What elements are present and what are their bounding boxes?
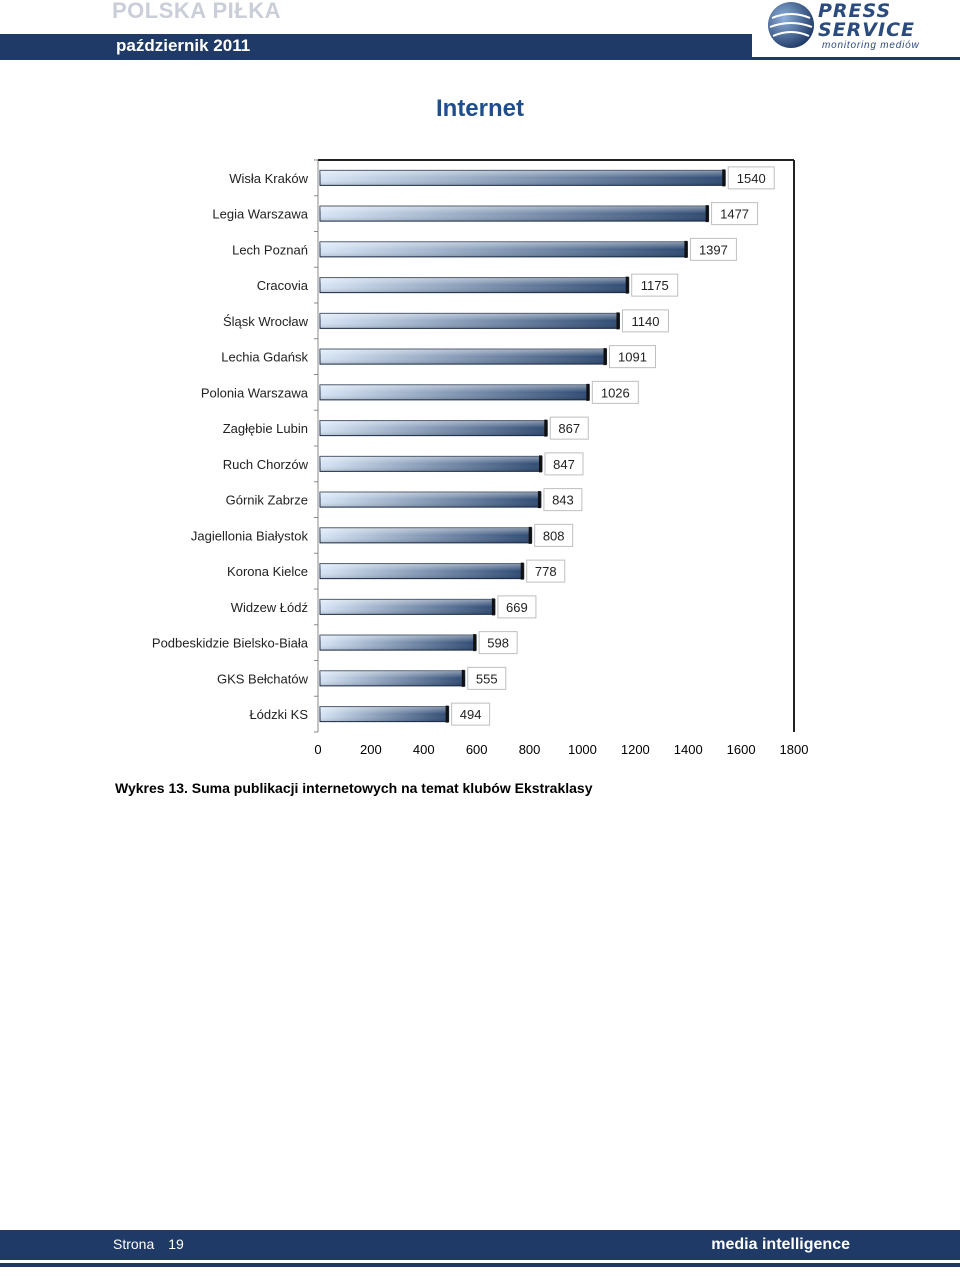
bar-end-cap	[706, 205, 709, 222]
page-number: 19	[168, 1236, 184, 1252]
category-label: Cracovia	[256, 278, 308, 294]
data-label: 1477	[720, 206, 750, 222]
logo-wordmark	[818, 2, 915, 40]
category-label: Łódzki KS	[249, 707, 308, 723]
data-label: 867	[558, 421, 581, 437]
x-tick-label: 1200	[620, 742, 650, 757]
bar-end-cap	[529, 527, 532, 544]
x-tick-label: 1000	[567, 742, 597, 757]
publication-title: POLSKA PIŁKA	[112, 0, 281, 23]
data-label: 1140	[631, 313, 660, 329]
x-tick-label: 800	[518, 742, 541, 757]
category-label: Zagłębie Lubin	[222, 421, 308, 437]
bar-end-cap	[626, 277, 629, 294]
bar-chart	[0, 150, 960, 770]
category-label: Śląsk Wrocław	[222, 313, 308, 329]
data-label: 555	[475, 671, 498, 687]
x-tick-label: 200	[360, 742, 382, 757]
issue-date: październik 2011	[116, 36, 251, 55]
data-label: 1397	[698, 242, 728, 258]
bar-highlight	[320, 278, 629, 293]
data-label: 1026	[600, 385, 630, 401]
category-label: Widzew Łódź	[230, 599, 308, 615]
category-label: Wisła Kraków	[229, 170, 308, 186]
x-tick-label: 1800	[779, 742, 809, 757]
category-label: Polonia Warszawa	[200, 385, 308, 401]
data-label: 843	[552, 492, 574, 508]
globe-icon	[766, 0, 816, 50]
bar-highlight	[320, 421, 547, 436]
bar-end-cap	[446, 706, 449, 723]
bar-end-cap	[616, 312, 619, 329]
bar-highlight	[320, 635, 476, 650]
page-title: Internet	[435, 95, 524, 122]
data-label: 778	[534, 564, 557, 580]
x-tick-label: 1400	[673, 742, 703, 757]
page-label: Strona	[113, 1236, 155, 1252]
bar-highlight	[320, 456, 542, 471]
bar-highlight	[320, 242, 687, 257]
logo-line-1: PRESS	[818, 0, 892, 22]
data-label: 494	[459, 707, 482, 723]
bar-highlight	[320, 599, 495, 614]
bar-highlight	[320, 170, 725, 185]
category-label: Podbeskidzie Bielsko-Biała	[151, 635, 308, 651]
x-tick-label: 1600	[726, 742, 756, 757]
x-tick-label: 600	[465, 742, 488, 757]
bar-highlight	[320, 671, 465, 686]
category-label: Jagiellonia Białystok	[190, 528, 308, 544]
bar-end-cap	[473, 634, 476, 651]
category-label: Górnik Zabrze	[225, 492, 308, 508]
category-label: Korona Kielce	[227, 564, 308, 580]
logo-tagline: monitoring mediów	[822, 40, 920, 51]
bar-highlight	[320, 313, 619, 328]
data-label: 1175	[640, 278, 669, 294]
category-label: Lechia Gdańsk	[221, 349, 308, 365]
bar-highlight	[320, 206, 709, 221]
bar-highlight	[320, 707, 449, 722]
data-label: 1091	[618, 349, 647, 365]
bar-end-cap	[586, 384, 589, 401]
bar-highlight	[320, 385, 589, 400]
bar-highlight	[320, 492, 541, 507]
bar-end-cap	[684, 241, 687, 258]
bar-end-cap	[722, 169, 725, 186]
bar-end-cap	[462, 670, 465, 687]
data-label: 669	[506, 599, 528, 615]
press-service-logo	[766, 0, 956, 52]
bar-end-cap	[521, 563, 524, 580]
data-label: 808	[542, 528, 565, 544]
footer-brand: media intelligence	[711, 1236, 850, 1253]
header-bar	[0, 34, 752, 60]
footer-page-info	[113, 1236, 184, 1252]
bar-end-cap	[544, 420, 547, 437]
bar-end-cap	[604, 348, 607, 365]
bar-highlight	[320, 349, 607, 364]
bar-highlight	[320, 564, 524, 579]
category-label: GKS Bełchatów	[216, 671, 308, 687]
category-label: Legia Warszawa	[212, 206, 308, 222]
bar-end-cap	[492, 598, 495, 615]
bar-end-cap	[538, 491, 541, 508]
header-divider	[752, 57, 960, 60]
bar-highlight	[320, 528, 532, 543]
chart-caption: Wykres 13. Suma publikacji internetowych na temat klubów Ekstraklasy	[115, 780, 593, 796]
category-label: Lech Poznań	[232, 242, 308, 258]
footer-divider	[0, 1263, 960, 1267]
x-tick-label: 0	[314, 742, 322, 757]
x-tick-label: 400	[412, 742, 435, 757]
category-label: Ruch Chorzów	[222, 456, 308, 472]
logo-line-2: SERVICE	[818, 19, 915, 41]
data-label: 598	[487, 635, 509, 651]
data-label: 847	[553, 456, 575, 472]
data-label: 1540	[736, 170, 766, 186]
bar-end-cap	[539, 455, 542, 472]
